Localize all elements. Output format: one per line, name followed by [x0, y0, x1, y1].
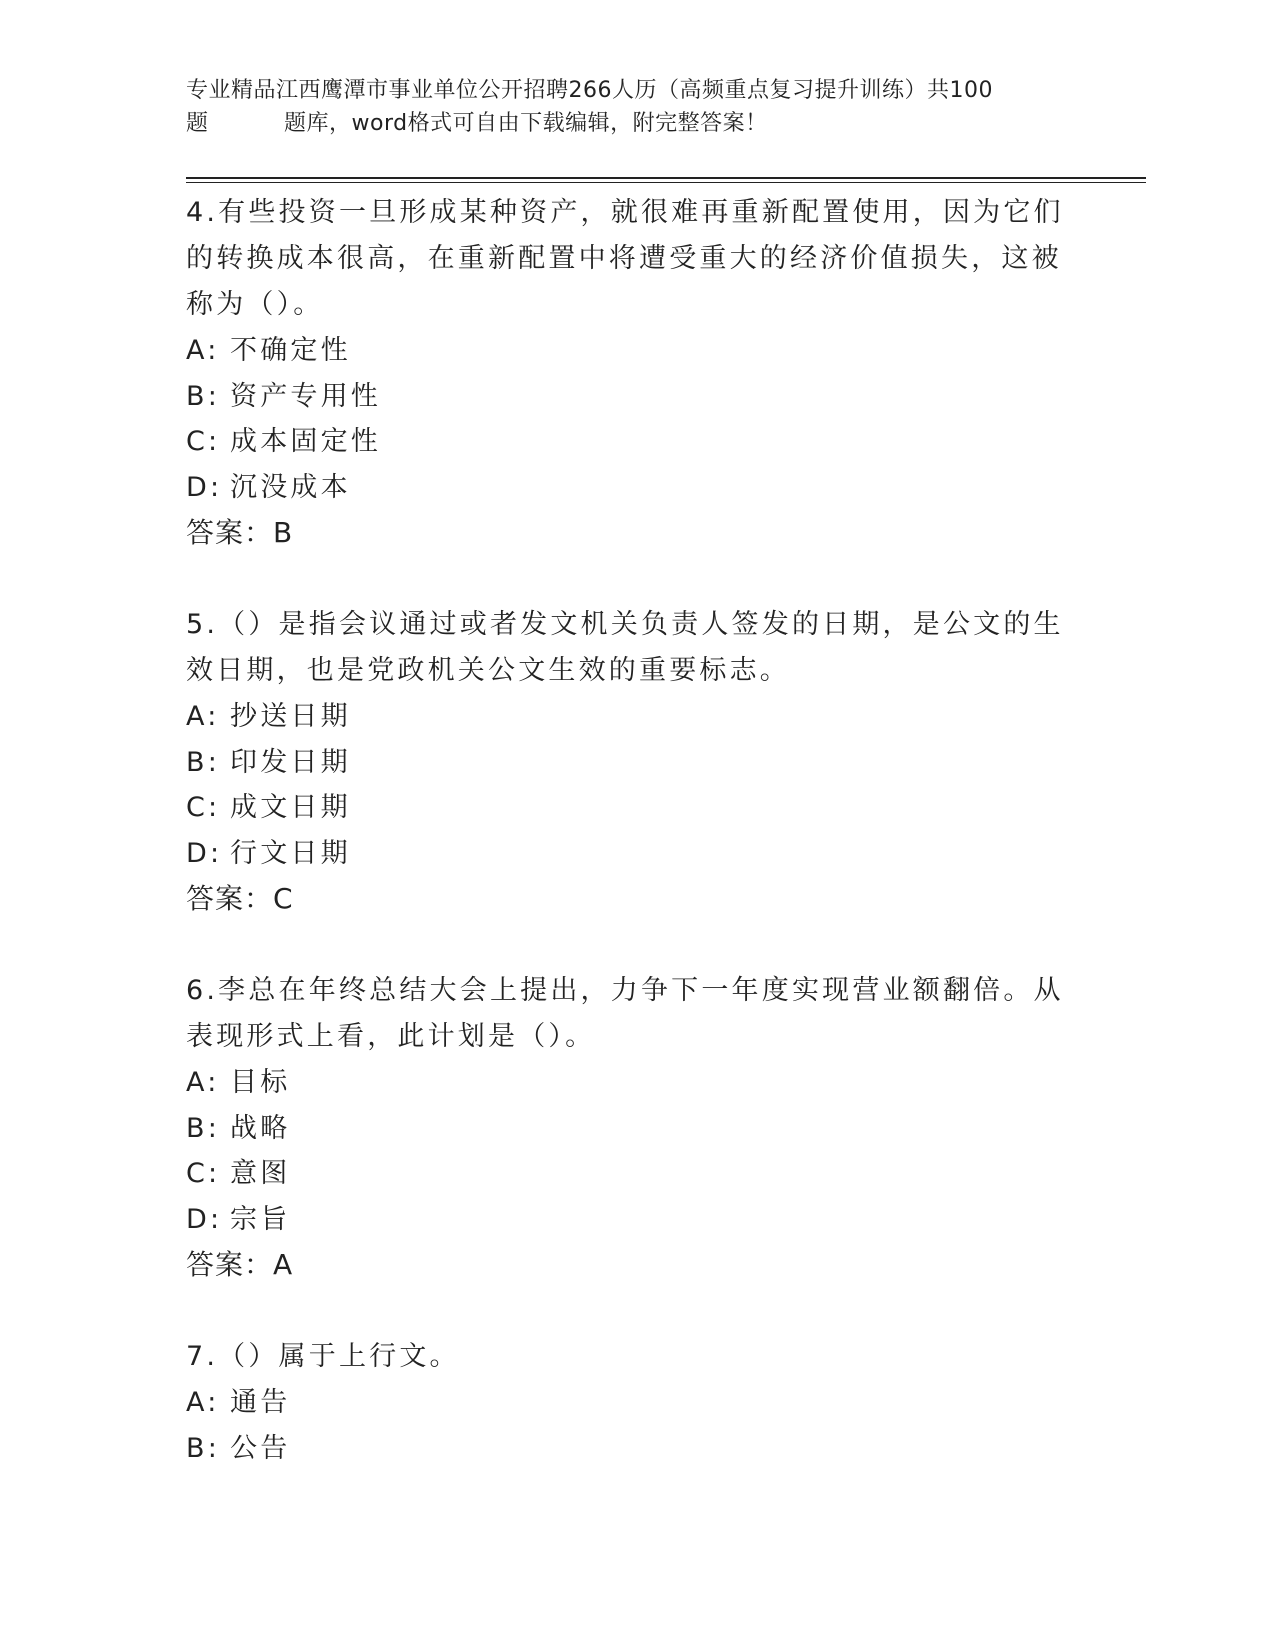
header-rule-thin: [186, 182, 1146, 183]
option-b: [186, 1106, 1066, 1152]
option-label: C:: [186, 426, 221, 457]
option-b: [186, 740, 1066, 786]
option-c: [186, 1151, 1066, 1197]
question-text: 6.李总在年终总结大会上提出，力争下一年度实现营业额翻倍。从表现形式上看，此计划是（）。: [186, 975, 1064, 1052]
option-d: [186, 465, 1066, 511]
question-6: [186, 968, 1066, 1288]
option-a: [186, 328, 1066, 374]
question-5: [186, 602, 1066, 922]
option-a: [186, 1060, 1066, 1106]
option-text: 战略: [230, 1112, 291, 1144]
option-c: [186, 419, 1066, 465]
header-title-line1: 专业精品江西鹰潭市事业单位公开招聘266人历（高频重点复习提升训练）共100: [186, 78, 993, 103]
header-rule-thick: [186, 177, 1146, 179]
answer-text: 答案：B: [186, 516, 294, 549]
option-text: 意图: [230, 1158, 291, 1189]
option-text: 成本固定性: [230, 426, 381, 457]
option-a: [186, 694, 1066, 740]
question-text: 7.（）属于上行文。: [186, 1341, 460, 1372]
option-text: 行文日期: [230, 837, 351, 869]
option-label: A:: [186, 701, 220, 732]
option-label: B:: [186, 380, 221, 412]
header-title-line2: [186, 107, 1086, 140]
option-text: 资产专用性: [230, 380, 381, 412]
header-title-line2-head: 题: [186, 111, 209, 136]
option-text: 宗旨: [230, 1203, 291, 1235]
option-text: 印发日期: [230, 746, 351, 778]
option-text: 抄送日期: [230, 701, 351, 732]
question-text: 4.有些投资一旦形成某种资产，就很难再重新配置使用，因为它们的转换成本很高，在重新配置中将遭受重大的经济价值损失，这被称为（）。: [186, 197, 1064, 320]
option-text: 目标: [230, 1067, 291, 1098]
option-label: D:: [186, 837, 223, 869]
option-label: A:: [186, 1387, 220, 1418]
option-text: 沉没成本: [230, 471, 351, 503]
option-a: [186, 1380, 1066, 1426]
header-title-line2-tail: 题库，word格式可自由下载编辑，附完整答案！: [284, 111, 768, 136]
answer-text: 答案：A: [186, 1248, 294, 1281]
option-label: D:: [186, 1203, 223, 1235]
option-text: 成文日期: [230, 792, 351, 823]
option-text: 公告: [230, 1432, 291, 1464]
option-label: B:: [186, 1112, 221, 1144]
question-7: [186, 1334, 1066, 1471]
option-c: [186, 785, 1066, 831]
option-text: 通告: [230, 1387, 291, 1418]
option-label: C:: [186, 1158, 221, 1189]
option-label: B:: [186, 746, 221, 778]
option-d: [186, 1197, 1066, 1243]
option-label: A:: [186, 1067, 220, 1098]
option-d: [186, 831, 1066, 877]
option-b: [186, 1426, 1066, 1472]
question-text: 5.（）是指会议通过或者发文机关负责人签发的日期，是公文的生效日期，也是党政机关公文生效的重要标志。: [186, 609, 1064, 686]
option-label: B:: [186, 1432, 221, 1464]
option-label: C:: [186, 792, 221, 823]
option-text: 不确定性: [230, 335, 351, 366]
question-4: [186, 190, 1066, 556]
document-header: [186, 74, 1086, 140]
option-label: D:: [186, 471, 223, 503]
option-label: A:: [186, 335, 220, 366]
answer-text: 答案：C: [186, 882, 294, 915]
option-b: [186, 374, 1066, 420]
question-list: [186, 190, 1066, 1517]
